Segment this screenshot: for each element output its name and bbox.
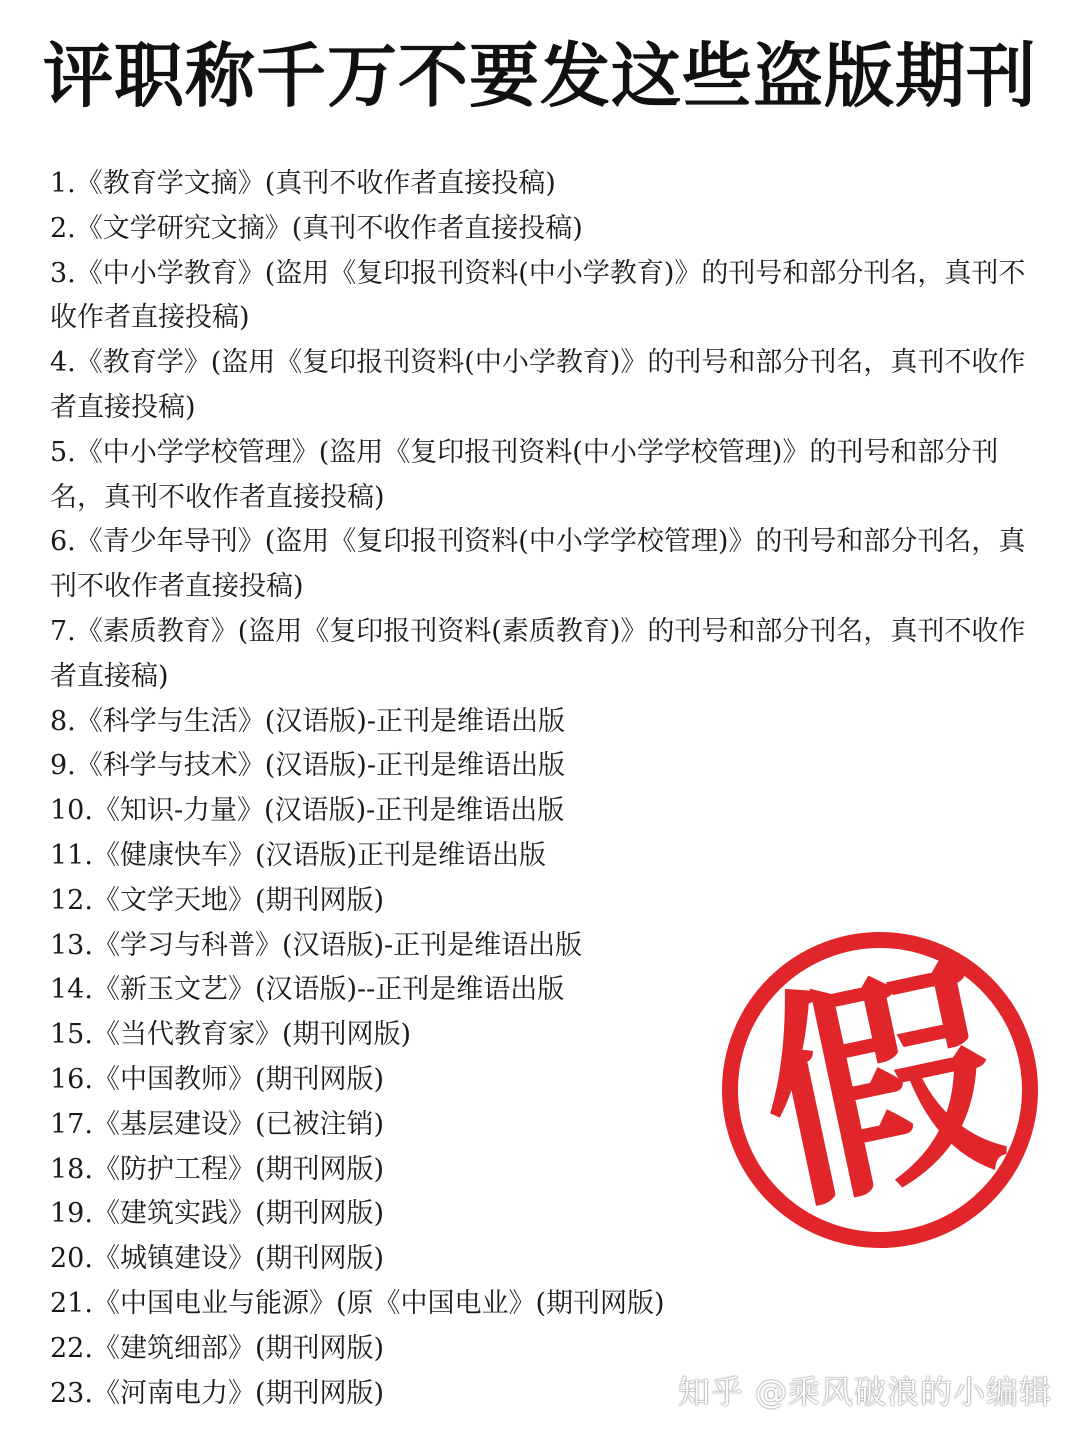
list-item: 8.《科学与生活》(汉语版)-正刊是维语出版 <box>50 705 565 737</box>
list-item: 7.《素质教育》(盗用《复印报刊资料(素质教育)》的刊号和部分刊名，真刊不收作者直接稿) <box>50 615 1026 692</box>
list-item: 10.《知识-力量》(汉语版)-正刊是维语出版 <box>50 795 565 827</box>
list-item: 11.《健康快车》(汉语版)正刊是维语出版 <box>50 839 547 871</box>
list-item: 13.《学习与科普》(汉语版)-正刊是维语出版 <box>50 929 583 961</box>
list-item: 21.《中国电业与能源》(原《中国电业》(期刊网版) <box>50 1287 665 1319</box>
list-item: 5.《中小学学校管理》(盗用《复印报刊资料(中小学学校管理)》的刊号和部分刊名，真刊不收作者直接投稿) <box>50 436 999 513</box>
list-item: 3.《中小学教育》(盗用《复印报刊资料(中小学教育)》的刊号和部分刊名，真刊不收作者直接投稿) <box>50 257 1026 334</box>
stamp-character: 假 <box>739 935 1021 1245</box>
list-item: 22.《建筑细部》(期刊网版) <box>50 1332 385 1364</box>
list-item: 6.《青少年导刊》(盗用《复印报刊资料(中小学学校管理)》的刊号和部分刊名，真刊不收作者直接投稿) <box>50 526 1026 603</box>
list-item: 4.《教育学》(盗用《复印报刊资料(中小学教育)》的刊号和部分刊名，真刊不收作者直接投稿) <box>50 347 1026 423</box>
list-item: 17.《基层建设》(已被注销) <box>50 1108 385 1140</box>
fake-stamp-icon <box>720 930 1040 1250</box>
list-item: 19.《建筑实践》(期刊网版) <box>50 1198 385 1230</box>
list-item: 15.《当代教育家》(期刊网版) <box>50 1019 412 1051</box>
list-item: 2.《文学研究文摘》(真刊不收作者直接投稿) <box>50 212 583 244</box>
list-item: 9.《科学与技术》(汉语版)-正刊是维语出版 <box>50 750 565 782</box>
list-item: 23.《河南电力》(期刊网版) <box>50 1377 385 1409</box>
list-item: 14.《新玉文艺》(汉语版)--正刊是维语出版 <box>50 974 565 1006</box>
list-item: 16.《中国教师》(期刊网版) <box>50 1063 385 1095</box>
list-item: 1.《教育学文摘》(真刊不收作者直接投稿) <box>50 168 556 199</box>
list-item: 20.《城镇建设》(期刊网版) <box>50 1243 385 1275</box>
list-item: 18.《防护工程》(期刊网版) <box>50 1153 385 1185</box>
page-title: 评职称千万不要发这些盗版期刊 <box>43 35 1037 117</box>
watermark: 知乎 @乘风破浪的小编辑 <box>677 1373 1052 1411</box>
list-item: 12.《文学天地》(期刊网版) <box>50 884 385 916</box>
